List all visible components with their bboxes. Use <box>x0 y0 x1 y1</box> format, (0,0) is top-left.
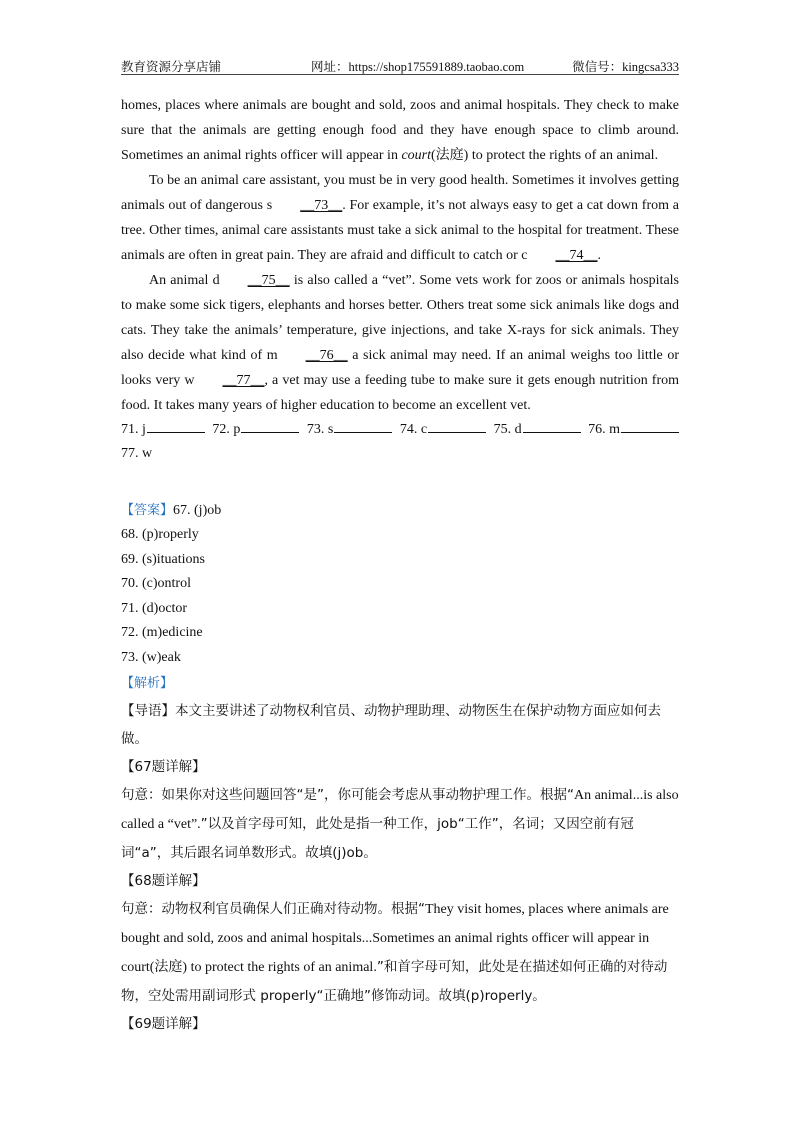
analysis-intro: 【导语】本文主要讲述了动物权利官员、动物护理助理、动物医生在保护动物方面应如何去做。 <box>121 703 661 747</box>
paragraph-3-text: An animal d <box>149 273 220 288</box>
header-shop-name: 教育资源分享店铺 <box>121 60 222 74</box>
blank-76: __76__ <box>305 348 348 363</box>
paragraph-1-tail: (法庭) to protect the rights of an animal. <box>431 148 659 163</box>
answer-item: 70. (c)ontrol <box>121 576 191 591</box>
answer-first-line <box>121 499 679 524</box>
answer-item: 72. (m)edicine <box>121 625 203 640</box>
blank-74: __74__ <box>555 248 598 263</box>
q67-title: 【67题详解】 <box>121 759 206 775</box>
paragraph-3-mid2: a sick animal may need. If an animal weighs too little or looks very w <box>121 348 679 388</box>
q67-explanation: 句意：如果你对这些问题回答“是”，你可能会考虑从事动物护理工作。根据“An animal...is also called a “vet”.”以及首字母可知，此处是指一种工作，job“工作”，名词；又因空前有冠词“a”，其后跟名词单数形式。故填(j)ob。 <box>121 787 679 861</box>
blank-list <box>121 418 679 442</box>
blank-item: 74. c <box>400 418 486 442</box>
paragraph-2 <box>121 168 679 268</box>
answer-item: 69. (s)ituations <box>121 551 205 567</box>
blank-item: 73. s <box>307 418 392 442</box>
blank-73: __73__ <box>300 198 343 213</box>
paragraph-3-mid: is also called a “vet”. Some vets work for zoos or animals hospitals to make some sick tigers, elephants and horses better. Others treat some sick animals like dogs and cats. They take the animals’ temperature, give injections, and take X-rays for sick animals. They also decide what kind of m <box>121 273 679 363</box>
blank-item: 76. m <box>588 418 679 442</box>
answer-item: 71. (d)octor <box>121 600 188 616</box>
analysis-label: 【解析】 <box>121 676 174 691</box>
answer-section <box>121 499 679 671</box>
blank-item-last: 77. w <box>121 446 153 461</box>
answer-item: 68. (p)roperly <box>121 527 199 542</box>
paragraph-2-mid: . For example, it’s not always easy to get a cat down from a tree. Other times, animal care assistants must take a sick animal to the hospital for treatment. These animals are often in great pain. They are afraid and difficult to catch or c <box>121 198 679 263</box>
page-header <box>121 52 679 75</box>
analysis-section <box>121 670 679 1038</box>
header-wechat: 微信号：kingcsa333 <box>572 60 679 74</box>
answer-label: 【答案】 <box>121 502 174 518</box>
header-website[interactable]: 网址：https://shop175591889.taobao.com <box>311 60 525 74</box>
q68-explanation: 句意：动物权利官员确保人们正确对待动物。根据“They visit homes, places where animals are bought and sold, zoos and animal hospitals...Sometimes an animal rights officer will appear in court(法庭) to protect the rights of an animal.”和首字母可知，此处是在描述如何正确的对待动物，空处需用副词形式 properly“正确地”修饰动词。故填(p)roperly。 <box>121 901 669 1004</box>
blank-item: 75. d <box>494 418 581 442</box>
document-body <box>121 93 679 1038</box>
answer-item: 73. (w)eak <box>121 649 181 665</box>
court-word: court <box>401 148 432 163</box>
blank-75: __75__ <box>247 273 290 288</box>
paragraph-3 <box>121 268 679 418</box>
q68-title: 【68题详解】 <box>121 873 206 889</box>
answer-item: 67. (j)ob <box>173 502 222 518</box>
blank-77: __77__ <box>222 373 265 388</box>
paragraph-2-tail: . <box>597 248 601 263</box>
paragraph-1-text: homes, places where animals are bought and sold, zoos and animal hospitals. They check to make sure that the animals are getting enough food and they have enough space to climb around. Sometimes an animal rights officer will appear in <box>121 98 679 163</box>
paragraph-2-text: To be an animal care assistant, you must be in very good health. Sometimes it involves getting animals out of dangerous s <box>121 173 679 213</box>
q69-title: 【69题详解】 <box>121 1016 206 1032</box>
blank-item: 72. p <box>212 418 299 442</box>
paragraph-3-tail: , a vet may use a feeding tube to make sure it gets enough nutrition from food. It takes many years of higher education to become an excellent vet. <box>121 373 680 413</box>
blank-item: 71. j <box>121 418 205 442</box>
paragraph-1 <box>121 93 679 168</box>
